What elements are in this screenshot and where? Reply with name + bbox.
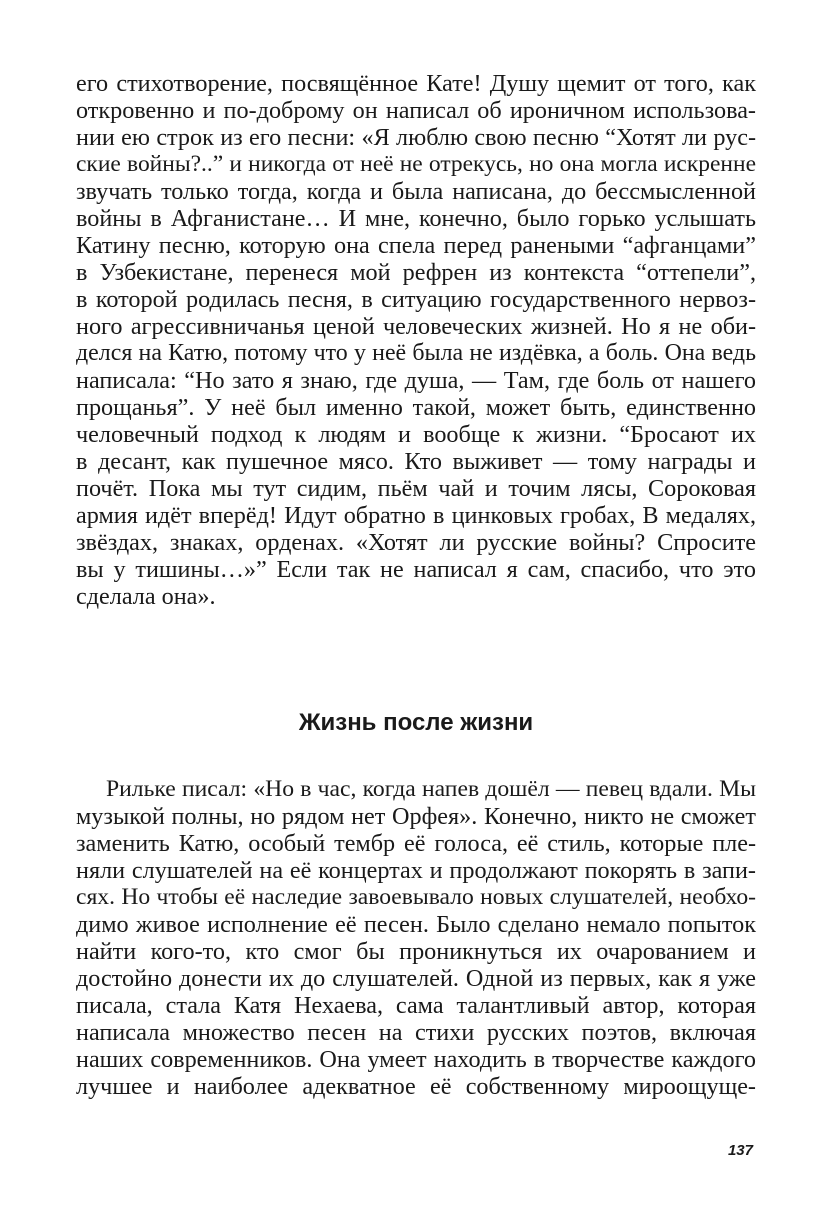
text-line: сделала она».	[76, 583, 216, 610]
paragraph-rilke	[76, 776, 756, 1100]
page-number: 137	[727, 1142, 753, 1159]
text-line: сях. Но чтобы её наследие завоевывало новых слушателей, необхо-	[76, 884, 756, 910]
text-line: лучшее и наиболее адекватное её собственному мироощуще-	[76, 1073, 756, 1100]
text-line: ного агрессивничанья ценой человеческих жизней. Но я не оби-	[76, 313, 756, 340]
paragraph-quote-continuation	[76, 70, 756, 610]
text-line: наших современников. Она умеет находить в творчестве каждого	[76, 1046, 756, 1073]
text-line: армия идёт вперёд! Идут обратно в цинковых гробах, В медалях,	[76, 502, 756, 529]
text-line: войны в Афганистане… И мне, конечно, было горько услышать	[76, 205, 756, 232]
text-line: откровенно и по-доброму он написал об ироничном использова-	[76, 97, 756, 124]
text-line: человечный подход к людям и вообще к жизни. “Бросают их	[76, 421, 756, 448]
text-line: заменить Катю, особый тембр её голоса, её стиль, которые пле-	[76, 830, 756, 857]
text-line: в десант, как пушечное мясо. Кто выживет — тому награды и	[76, 448, 756, 475]
text-line: димо живое исполнение её песен. Было сделано немало попыток	[76, 911, 756, 938]
text-line: в Узбекистане, перенеся мой рефрен из контекста “оттепели”,	[76, 259, 756, 286]
text-line: Рильке писал: «Но в час, когда напев дошёл — певец вдали. Мы	[106, 776, 756, 802]
text-line: его стихотворение, посвящённое Кате! Душу щемит от того, как	[76, 70, 756, 97]
text-line: ские войны?..” и никогда от неё не отрекусь, но она могла искренне	[76, 151, 756, 177]
text-line: вы у тишины…»” Если так не написал я сам, спасибо, что это	[76, 556, 756, 583]
text-line: найти кого-то, кто смог бы проникнуться их очарованием и	[76, 938, 756, 965]
text-line: звёздах, знаках, орденах. «Хотят ли русские войны? Спросите	[76, 529, 756, 556]
text-line: делся на Катю, потому что у неё была не издёвка, а боль. Она ведь	[76, 340, 756, 366]
text-line: написала множество песен на стихи русских поэтов, включая	[76, 1019, 756, 1046]
text-line: прощанья”. У неё был именно такой, может быть, единственно	[76, 394, 756, 421]
text-line: Катину песню, которую она спела перед ранеными “афганцами”	[76, 232, 756, 259]
section-heading: Жизнь после жизни	[298, 709, 534, 736]
text-line: в которой родилась песня, в ситуацию государственного нервоз-	[76, 286, 756, 313]
text-line: писала, стала Катя Нехаева, сама талантливый автор, которая	[76, 992, 756, 1019]
text-line: достойно донести их до слушателей. Одной из первых, как я уже	[76, 965, 756, 992]
text-line: няли слушателей на её концертах и продолжают покорять в запи-	[76, 857, 756, 884]
text-line: нии ею строк из его песни: «Я люблю свою песню “Хотят ли рус-	[76, 124, 756, 151]
text-line: звучать только тогда, когда и была написана, до бессмысленной	[76, 178, 756, 205]
text-line: почёт. Пока мы тут сидим, пьём чай и точим лясы, Сороковая	[76, 475, 756, 502]
text-line: музыкой полны, но рядом нет Орфея». Конечно, никто не сможет	[76, 803, 756, 830]
text-line: написала: “Но зато я знаю, где душа, — Там, где боль от нашего	[76, 367, 756, 394]
